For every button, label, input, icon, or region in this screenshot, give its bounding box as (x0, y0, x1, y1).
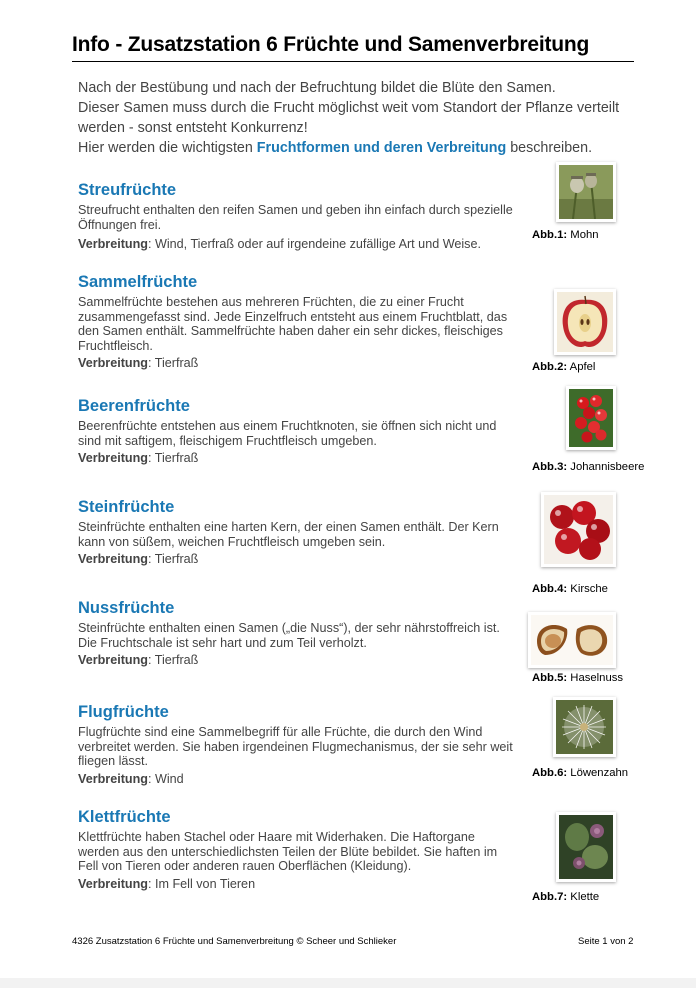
figure-caption-4 (532, 583, 608, 595)
intro-line-2: Dieser Samen muss durch die Frucht möglichst weit vom Standort der Pflanze verteilt werden - sonst entsteht Konkurrenz! (78, 100, 620, 136)
section-klettfruechte (78, 807, 513, 891)
section-heading: Nussfrüchte (78, 599, 175, 617)
section-text: Steinfrüchte enthalten einen Samen („die Nuss“), der sehr nährstoffreich ist. Die Fruchtschale ist sehr hart und zum Teil verholzt. (78, 621, 500, 650)
verbreitung-label: Verbreitung (78, 356, 148, 371)
figure-name: Mohn (567, 229, 599, 241)
figure-label: Abb.1: (532, 229, 568, 241)
haselnuss-image (528, 612, 616, 668)
figure-label: Abb.2: (532, 361, 568, 373)
loewenzahn-image (553, 697, 616, 757)
figure-caption-2 (532, 361, 595, 373)
section-verbreitung (78, 772, 513, 787)
section-heading: Beerenfrüchte (78, 397, 190, 415)
figure-name: Haselnuss (567, 672, 624, 684)
figure-name: Klette (567, 891, 600, 903)
intro-paragraph (78, 78, 638, 158)
section-verbreitung (78, 451, 513, 466)
verbreitung-value: : Tierfraß (147, 552, 199, 567)
verbreitung-label: Verbreitung (78, 237, 148, 252)
verbreitung-value: : Tierfraß (147, 451, 199, 466)
figure-caption-3 (532, 461, 644, 473)
figure-label: Abb.3: (532, 461, 568, 473)
section-flugfruechte (78, 702, 513, 786)
johannisbeere-image (566, 386, 616, 450)
figure-name: Johannisbeere (567, 461, 645, 473)
apfel-image (554, 289, 616, 355)
page-title: Info - Zusatzstation 6 Früchte und Samenverbreitung (72, 33, 590, 56)
section-verbreitung (78, 552, 513, 567)
verbreitung-value: : Im Fell von Tieren (147, 876, 256, 891)
section-heading: Sammelfrüchte (78, 273, 198, 291)
section-nussfruechte (78, 598, 513, 668)
section-text: Beerenfrüchte entstehen aus einem Fruchtknoten, sie öffnen sich nicht und sind mit saftigem, fleischigem Fruchtfleisch umgeben. (78, 419, 497, 448)
figure-caption-6 (532, 767, 628, 779)
verbreitung-label: Verbreitung (78, 876, 148, 891)
footer-page-number: Seite 1 von 2 (578, 936, 634, 947)
section-text: Sammelfrüchte bestehen aus mehreren Früchten, die zu einer Frucht zusammengefasst sind. Jede Einzelfruch entsteht aus einem Fruchtblatt, das den Samen enthält. Sammelfrüchte haben daher ein sehr dickes, fleischiges Fruchtfleisch. (78, 295, 508, 353)
verbreitung-label: Verbreitung (78, 771, 148, 786)
section-beerenfruechte (78, 396, 513, 466)
section-verbreitung (78, 237, 513, 252)
figure-label: Abb.7: (532, 891, 568, 903)
section-heading: Steinfrüchte (78, 498, 175, 516)
figure-caption-1 (532, 229, 599, 241)
section-verbreitung (78, 356, 513, 371)
figure-caption-5 (532, 672, 623, 684)
footer-source: 4326 Zusatzstation 6 Früchte und Samenverbreitung © Scheer und Schlieker (72, 936, 397, 947)
verbreitung-label: Verbreitung (78, 552, 148, 567)
section-heading: Streufrüchte (78, 181, 177, 199)
page-bottom-band (0, 978, 696, 988)
section-verbreitung (78, 653, 513, 668)
section-text: Streufrucht enthalten den reifen Samen und geben ihn einfach durch spezielle Öffnungen frei. (78, 203, 513, 232)
section-text: Flugfrüchte sind eine Sammelbegriff für alle Früchte, die durch den Wind verbreitet werden. Sie haben irgendeinen Flugmechanismus, der sie sehr weit fliegen lässt. (78, 725, 513, 769)
section-text: Steinfrüchte enthalten eine harten Kern, der einen Samen enthält. Der Kern kann von süßem, weichen Fruchtfleisch umgeben sein. (78, 520, 499, 549)
section-verbreitung (78, 877, 513, 892)
figure-name: Apfel (567, 361, 596, 373)
verbreitung-label: Verbreitung (78, 653, 148, 668)
kirsche-image (541, 492, 616, 567)
figure-name: Kirsche (567, 583, 608, 595)
verbreitung-value: : Wind, Tierfraß oder auf irgendeine zufällige Art und Weise. (147, 237, 481, 252)
figure-name: Löwenzahn (567, 767, 629, 779)
section-heading: Flugfrüchte (78, 703, 169, 721)
figure-caption-7 (532, 891, 599, 903)
intro-line-1: Nach der Bestübung und nach der Befruchtung bildet die Blüte den Samen. (78, 80, 556, 96)
verbreitung-value: : Tierfraß (147, 356, 199, 371)
figure-label: Abb.4: (532, 583, 568, 595)
figure-label: Abb.5: (532, 672, 568, 684)
intro-highlight: Fruchtformen und deren Verbreitung (256, 140, 507, 156)
section-steinfruechte (78, 497, 513, 567)
verbreitung-value: : Tierfraß (147, 653, 199, 668)
intro-line-3-before: Hier werden die wichtigsten (78, 140, 257, 156)
section-sammelfruechte (78, 272, 513, 371)
title-rule (72, 61, 634, 62)
figure-label: Abb.6: (532, 767, 568, 779)
intro-line-3 (78, 138, 638, 158)
mohn-image (556, 162, 616, 222)
section-heading: Klettfrüchte (78, 808, 171, 826)
section-streufruechte (78, 180, 513, 252)
verbreitung-label: Verbreitung (78, 451, 148, 466)
intro-line-3-after: beschreiben. (506, 140, 593, 156)
section-text: Klettfrüchte haben Stachel oder Haare mit Widerhaken. Die Haftorgane werden aus den unterschiedlichsten Teilen der Blüte bebildet. Sie haften im Fell von Tieren oder anderen rauen Oberflächen (Kleidung). (78, 830, 498, 874)
verbreitung-value: : Wind (147, 771, 184, 786)
klette-image (556, 812, 616, 882)
